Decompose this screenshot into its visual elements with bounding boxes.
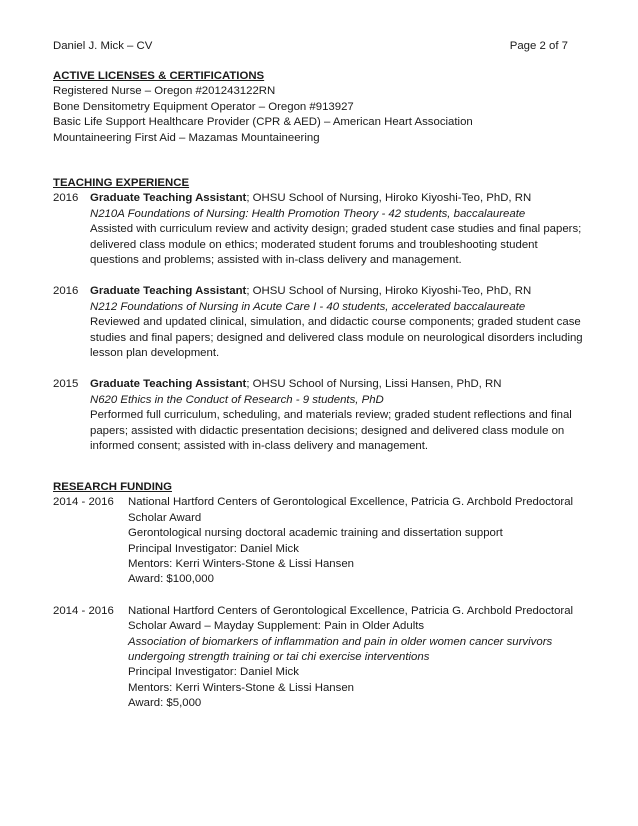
- entry-course: N210A Foundations of Nursing: Health Promotion Theory - 42 students, baccalaureate: [90, 207, 526, 220]
- award-title: Scholar Award – Mayday Supplement: Pain in Older Adults: [128, 620, 425, 633]
- license-item: Basic Life Support Healthcare Provider (CPR & AED) – American Heart Association: [53, 116, 473, 129]
- teaching-section: [53, 176, 588, 455]
- header-name: Daniel J. Mick – CV: [53, 40, 153, 52]
- entry-course: N212 Foundations of Nursing in Acute Care I - 40 students, accelerated baccalaureate: [90, 300, 526, 313]
- entry-year: 2015: [53, 378, 79, 391]
- award-detail: Principal Investigator: Daniel Mick: [128, 542, 299, 555]
- entry-role: Graduate Teaching Assistant: [90, 378, 247, 391]
- entry-line: lesson plan development.: [90, 347, 220, 360]
- entry-date-range: 2014 - 2016: [53, 604, 114, 617]
- section-heading: RESEARCH FUNDING: [53, 481, 172, 493]
- entry-line: papers; assisted with didactic presentation decisions; designed and delivered class module on: [90, 424, 565, 437]
- entry-date-range: 2014 - 2016: [53, 496, 114, 509]
- award-title: Scholar Award: [128, 511, 202, 524]
- award-detail: Mentors: Kerri Winters-Stone & Lissi Hansen: [128, 681, 354, 694]
- entry-org: ; OHSU School of Nursing, Hiroko Kiyoshi-Teo, PhD, RN: [246, 285, 532, 298]
- entry-line: Performed full curriculum, scheduling, and materials review; graded student reflections and final: [90, 409, 572, 422]
- project-title: undergoing strength training or tai chi exercise interventions: [128, 651, 430, 664]
- license-item: Bone Densitometry Equipment Operator – Oregon #913927: [53, 100, 354, 113]
- page-header: [53, 39, 568, 55]
- entry-line: studies and final papers; designed and delivered class module on neurological disorders including: [90, 331, 583, 344]
- entry-year: 2016: [53, 192, 79, 205]
- teaching-entry: [53, 191, 588, 268]
- entry-org: ; OHSU School of Nursing, Lissi Hansen, PhD, RN: [246, 378, 502, 391]
- award-detail: Award: $5,000: [128, 697, 202, 710]
- licenses-section: [53, 69, 588, 146]
- section-heading: ACTIVE LICENSES & CERTIFICATIONS: [53, 70, 265, 82]
- entry-org: ; OHSU School of Nursing, Hiroko Kiyoshi-Teo, PhD, RN: [246, 192, 532, 205]
- entry-line: informed consent; assisted with in-class delivery and management.: [90, 440, 429, 453]
- award-detail: Principal Investigator: Daniel Mick: [128, 666, 299, 679]
- teaching-entry: [53, 377, 588, 454]
- award-title: National Hartford Centers of Gerontological Excellence, Patricia G. Archbold Predoctoral: [128, 604, 574, 617]
- entry-course: N620 Ethics in the Conduct of Research - 9 students, PhD: [90, 393, 384, 406]
- license-item: Registered Nurse – Oregon #201243122RN: [53, 85, 276, 98]
- funding-section: [53, 480, 588, 712]
- award-detail: Gerontological nursing doctoral academic training and dissertation support: [128, 527, 503, 540]
- entry-line: delivered class module on ethics; moderated student forums and troubleshooting student: [90, 238, 538, 251]
- entry-line: Assisted with curriculum review and activity design; graded student case studies and final papers;: [90, 223, 582, 236]
- project-title: Association of biomarkers of inflammation and pain in older women cancer survivors: [128, 635, 553, 648]
- award-detail: Award: $100,000: [128, 573, 214, 586]
- section-heading: TEACHING EXPERIENCE: [53, 177, 190, 189]
- page-number: Page 2 of 7: [509, 40, 568, 52]
- entry-line: questions and problems; assisted with in-class delivery and management.: [90, 254, 462, 267]
- entry-line: Reviewed and updated clinical, simulation, and didactic course components; graded student case: [90, 316, 581, 329]
- award-detail: Mentors: Kerri Winters-Stone & Lissi Hansen: [128, 558, 354, 571]
- license-item: Mountaineering First Aid – Mazamas Mountaineering: [53, 131, 320, 144]
- funding-entry: [53, 604, 588, 712]
- entry-role: Graduate Teaching Assistant: [90, 192, 247, 205]
- teaching-entry: [53, 284, 588, 361]
- funding-entry: [53, 495, 588, 587]
- award-title: National Hartford Centers of Gerontological Excellence, Patricia G. Archbold Predoctoral: [128, 496, 574, 509]
- entry-year: 2016: [53, 285, 79, 298]
- entry-role: Graduate Teaching Assistant: [90, 285, 247, 298]
